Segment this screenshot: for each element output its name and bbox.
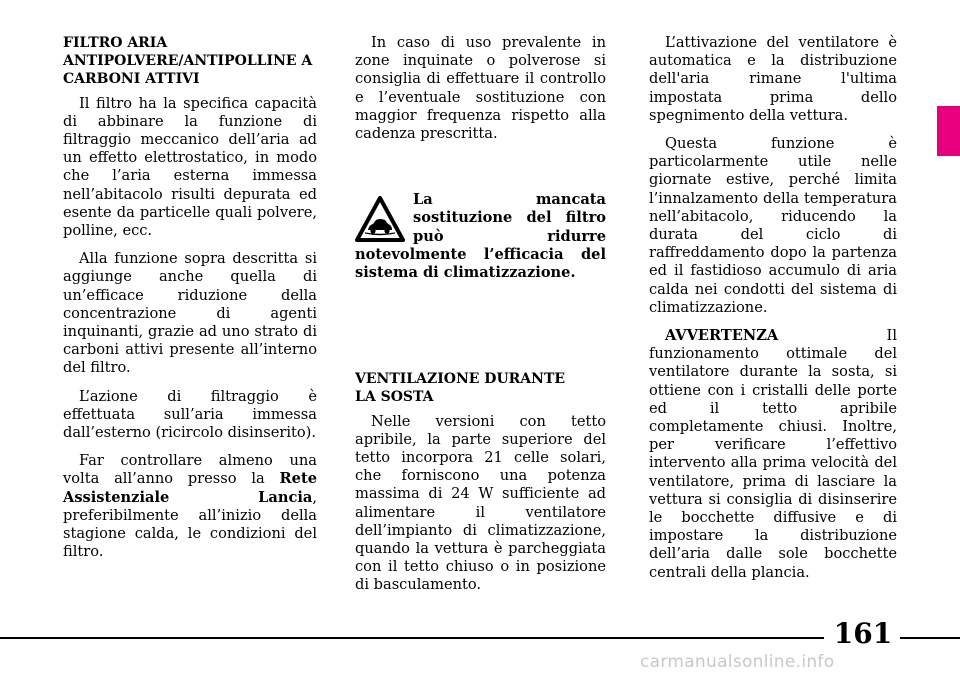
text: , preferibilmente all’inizio della stagione calda, le condizioni del filtro. [63,488,317,561]
paragraph: Nelle versioni con tetto apribile, la parte superiore del tetto incorpora 21 celle solari, che forniscono una potenza massima di 24 W sufficiente ad alimentare il ventilatore dell’impianto di climatizzazione, quando la vettura è parcheggiata con il tetto chiuso o in posizione di basculamento. [355,412,606,594]
paragraph: Questa funzione è particolarmente utile nelle giornate estive, perché limita l’innalzamento della temperatura nell’abitacolo, riducendo la durata del ciclo di raffreddamento dopo la partenza ed il fastidioso accumulo di aria calda nei condotti del sistema di climatizzazione. [649,135,897,316]
heading-line: VENTILAZIONE DURANTE [355,371,566,388]
bold-text: AVVERTENZA [665,327,779,345]
section-heading-filtro: FILTRO ARIA ANTIPOLVERE/ANTIPOLLINE A CARBONI ATTIVI [63,35,313,88]
section-tab-marker [937,106,960,156]
section-heading-ventilazione [355,370,606,406]
watermark: carmanualsonline.info [640,652,835,672]
page-number: 161 [833,617,893,650]
warning-box [355,191,606,282]
footer-rule-left [0,637,824,639]
paragraph: L’azione di filtraggio è effettuata sull’aria immessa dall’esterno (ricircolo disinserito). [63,387,317,442]
warning-text: La mancata sostituzione del filtro può ridurre notevolmente l’efficacia del sistema di climatizzazione. [355,191,606,282]
column-left [63,34,317,571]
paragraph [649,327,897,582]
bold-text: Rete Assistenziale Lancia [63,470,317,506]
column-middle [355,34,606,605]
paragraph: Alla funzione sopra descritta si aggiunge anche quella di un’efficace riduzione della concentrazione di agenti inquinanti, grazie ad uno strato di carboni attivi presente all’interno del filtro. [63,250,317,377]
warning-car-icon [355,195,405,243]
column-right [649,34,897,592]
footer-rule-right [900,637,960,639]
heading-line: LA SOSTA [355,389,434,406]
paragraph [63,452,317,561]
paragraph: L’attivazione del ventilatore è automatica e la distribuzione dell'aria rimane l'ultima impostata prima dello spegnimento della vettura. [649,34,897,124]
text: Far controllare almeno una volta all’anno presso la [63,452,317,488]
text: Il funzionamento ottimale del ventilatore durante la sosta, si ottiene con i cristalli delle porte ed il tetto apribile completamente chiusi. Inoltre, per verificare l’effettivo intervento alla prima velocità del ventilatore, prima di lasciare la vettura si consiglia di disinserire le bocchette diffusive e di impostare la distribuzione dell’aria dalle sole bocchette centrali della plancia. [649,327,897,581]
paragraph: In caso di uso prevalente in zone inquinate o polverose si consiglia di effettuare il controllo e l’eventuale sostituzione con maggior frequenza rispetto alla cadenza prescritta. [355,34,606,143]
paragraph: Il filtro ha la specifica capacità di abbinare la funzione di filtraggio meccanico dell’aria ad un effetto elettrostatico, in modo che l’aria esterna immessa nell’abitacolo risulti depurata ed esente da particelle quali polvere, polline, ecc. [63,94,317,240]
